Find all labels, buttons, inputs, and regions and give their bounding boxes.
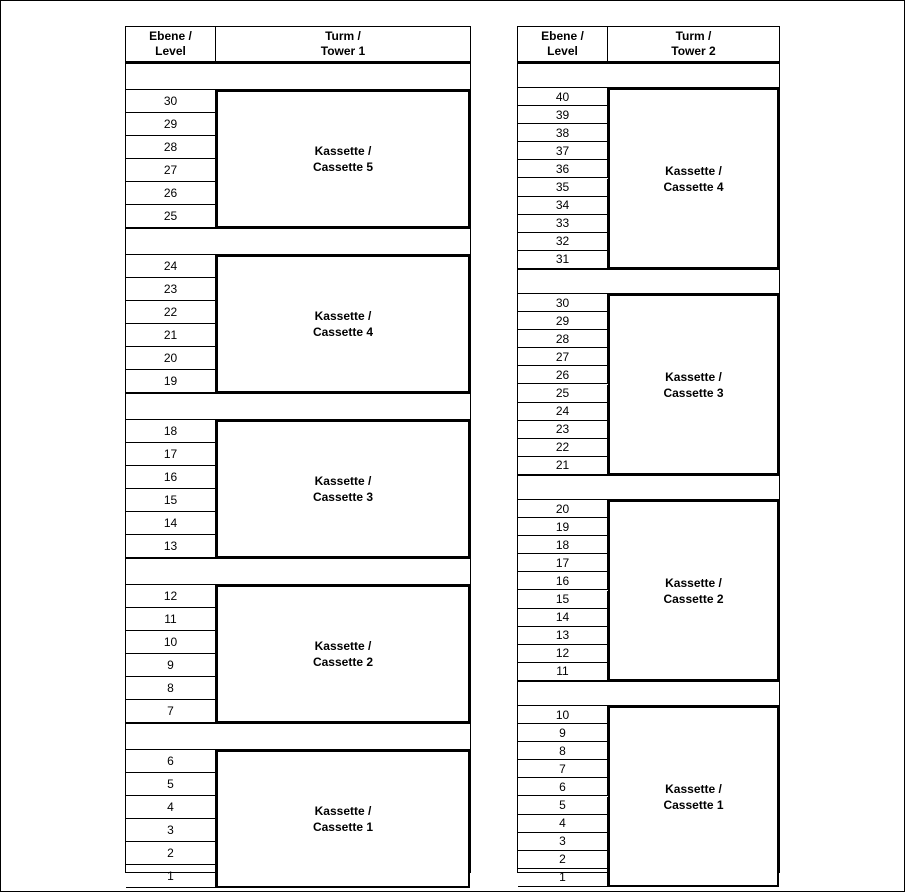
level-cell: 23 [126,278,216,301]
cassette-spacer [126,558,470,585]
cassette-label-line-2: Cassette 2 [312,655,374,669]
level-cell: 11 [126,608,216,631]
level-cell: 29 [518,312,608,330]
level-cell: 28 [126,136,216,159]
cassette-label-line-2: Cassette 1 [663,797,724,812]
tower-1-table [125,26,471,883]
cassette-label-line-2: Cassette 5 [312,160,374,174]
level-cell: 19 [518,518,608,536]
cassette-label-line-1: Kassette / [314,144,372,158]
level-cell: 14 [518,609,608,627]
level-cell: 28 [518,330,608,348]
level-cell: 11 [518,663,608,681]
cassette-block [216,90,470,228]
level-cell: 34 [518,197,608,215]
level-cell: 16 [126,466,216,489]
cassette-block [216,420,470,558]
level-cell: 4 [518,815,608,833]
level-cell: 37 [518,142,608,160]
tower-column-header [608,27,779,63]
level-cell: 20 [126,347,216,370]
cassette-label-line-1: Kassette / [314,474,372,488]
level-cell: 27 [126,159,216,182]
level-cell: 18 [126,420,216,443]
cassette-label-line-2: Cassette 3 [663,385,724,400]
level-header-line-1: Ebene / [149,29,192,43]
level-cell: 3 [126,819,216,842]
cassette-label-line-2: Cassette 3 [312,490,374,504]
level-cell: 26 [518,366,608,384]
level-cell: 13 [126,535,216,558]
cassette-label-line-1: Kassette / [314,639,372,653]
level-cell: 21 [126,324,216,347]
level-cell: 8 [518,742,608,760]
level-header-line-2: Level [155,44,186,58]
level-cell: 6 [126,750,216,773]
level-cell: 10 [518,706,608,724]
level-cell: 2 [126,842,216,865]
level-cell: 38 [518,124,608,142]
level-cell: 30 [126,90,216,113]
level-cell: 22 [518,439,608,457]
level-cell: 25 [126,205,216,228]
tower-column-header [216,27,470,63]
level-header-line-1: Ebene / [541,29,584,43]
level-cell: 6 [518,778,608,796]
level-cell: 19 [126,370,216,393]
level-cell: 17 [518,554,608,572]
level-cell: 9 [518,724,608,742]
cassette-label-line-1: Kassette / [314,804,372,818]
tower-header-line-1: Turm / [325,29,361,43]
level-cell: 33 [518,215,608,233]
cassette-label-line-1: Kassette / [665,369,722,384]
level-cell: 32 [518,233,608,251]
level-cell: 20 [518,500,608,518]
level-cell: 35 [518,179,608,197]
cassette-spacer [126,63,470,90]
cassette-label-line-1: Kassette / [314,309,372,323]
level-cell: 26 [126,182,216,205]
tower-header-line-2: Tower 2 [671,44,716,58]
level-cell: 13 [518,627,608,645]
level-cell: 1 [518,869,608,887]
level-cell: 23 [518,421,608,439]
level-cell: 1 [126,865,216,888]
level-cell: 24 [126,255,216,278]
level-cell: 8 [126,677,216,700]
tower-header-line-1: Turm / [675,29,712,43]
cassette-label-line-1: Kassette / [665,781,722,796]
level-column-header [126,27,216,63]
level-cell: 7 [518,760,608,778]
level-cell: 14 [126,512,216,535]
level-cell: 3 [518,833,608,851]
level-cell: 9 [126,654,216,677]
cassette-label-line-2: Cassette 1 [312,820,374,834]
cassette-spacer [518,269,779,294]
level-cell: 18 [518,536,608,554]
cassette-label-line-2: Cassette 2 [663,591,724,606]
level-cell: 4 [126,796,216,819]
cassette-spacer [518,475,779,500]
level-cell: 21 [518,457,608,475]
cassette-block [216,585,470,723]
level-column-header [518,27,608,63]
cassette-label-line-2: Cassette 4 [312,325,374,339]
level-header-line-2: Level [547,44,578,58]
level-cell: 25 [518,385,608,403]
cassette-block [608,500,779,681]
level-cell: 24 [518,403,608,421]
level-cell: 39 [518,106,608,124]
level-cell: 16 [518,572,608,590]
tower-header-line-2: Tower 1 [320,44,366,58]
level-cell: 29 [126,113,216,136]
tower-2-table [517,26,780,885]
level-cell: 15 [126,489,216,512]
cassette-block [216,255,470,393]
level-cell: 5 [518,797,608,815]
cassette-spacer [126,228,470,255]
level-cell: 22 [126,301,216,324]
cassette-block [216,750,470,888]
level-cell: 12 [518,645,608,663]
level-cell: 15 [518,591,608,609]
level-cell: 12 [126,585,216,608]
cassette-spacer [518,63,779,88]
cassette-label-line-2: Cassette 4 [663,179,724,194]
level-cell: 27 [518,348,608,366]
cassette-block [608,88,779,269]
cassette-block [608,706,779,887]
level-cell: 36 [518,160,608,178]
level-cell: 17 [126,443,216,466]
cassette-spacer [126,723,470,750]
level-cell: 31 [518,251,608,269]
level-cell: 5 [126,773,216,796]
level-cell: 30 [518,294,608,312]
level-cell: 2 [518,851,608,869]
level-cell: 10 [126,631,216,654]
cassette-spacer [126,393,470,420]
cassette-label-line-1: Kassette / [665,575,722,590]
cassette-block [608,294,779,475]
cassette-spacer [518,681,779,706]
cassette-label-line-1: Kassette / [665,163,722,178]
level-cell: 40 [518,88,608,106]
level-cell: 7 [126,700,216,723]
